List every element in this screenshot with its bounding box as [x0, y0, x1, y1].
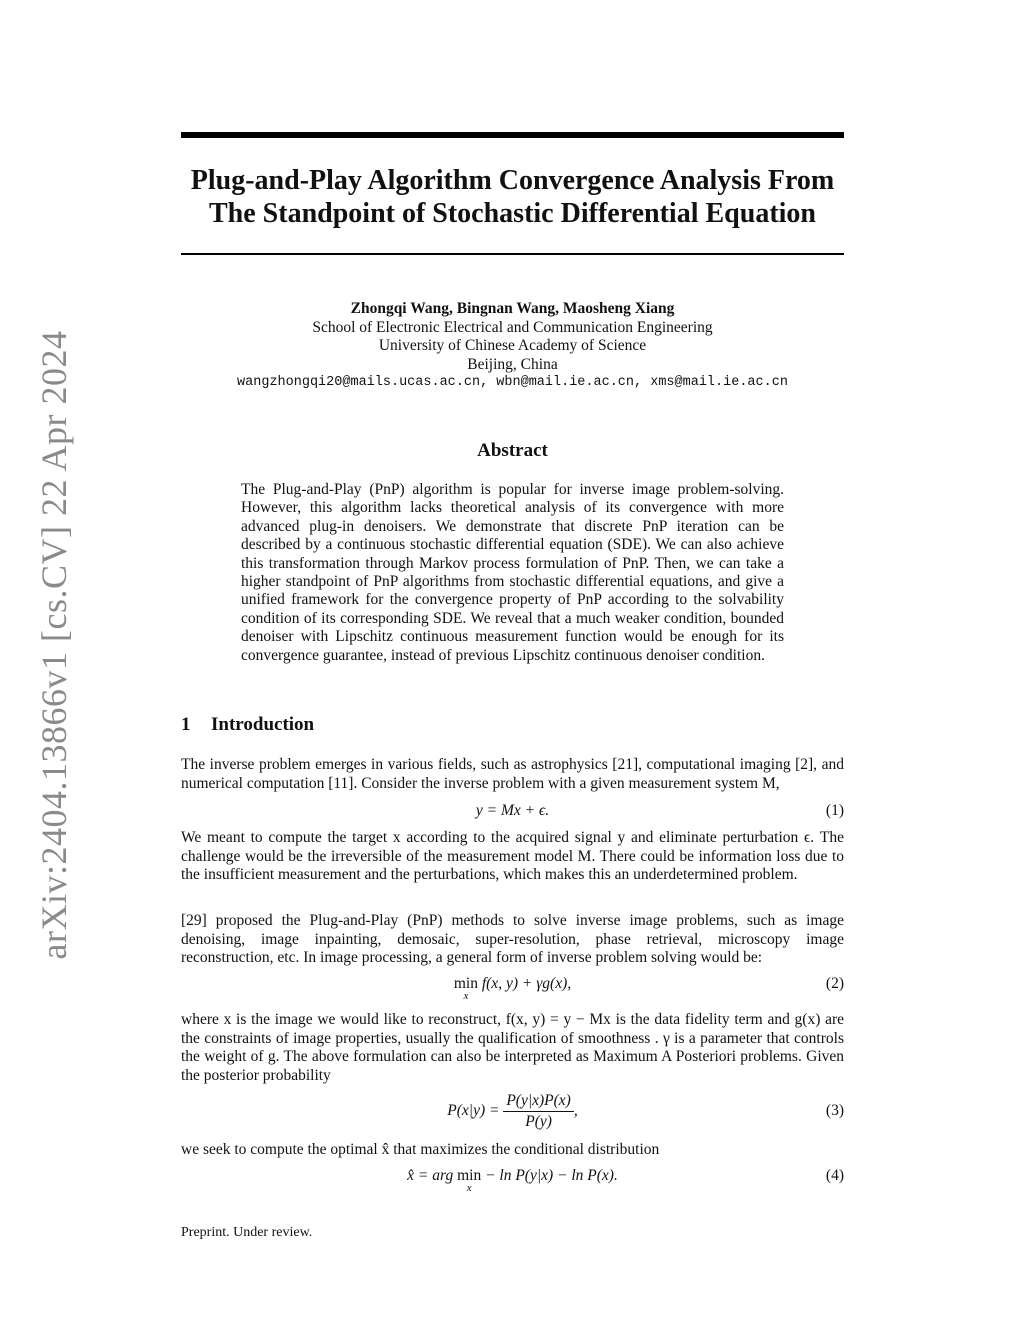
abstract-text: The Plug-and-Play (PnP) algorithm is popular for inverse image problem-solving. However, this algorithm lacks theoretical analysis of its convergence with more advanced plug-in denoisers. We demonstrate that discrete PnP iteration can be described by a continuous stochastic differential equation (SDE). We can also achieve this transformation through Markov process formulation of PnP. Then, we can take a higher standpoint of PnP algorithms from stochastic differential equations, and give a unified framework for the convergence property of PnP according to the solvability condition of its corresponding SDE. We reveal that a much weaker condition, bounded denoiser with Lipschitz continuous measurement function would be enough for its convergence guarantee, instead of previous Lipschitz continuous denoiser condition.	[241, 481, 784, 664]
equation-2-min-operator	[453, 975, 478, 1002]
affiliation-university: University of Chinese Academy of Science	[378, 337, 647, 354]
equation-3-tail: ,	[573, 1102, 578, 1120]
section-heading-introduction	[181, 714, 314, 736]
arxiv-identifier-stamp: arXiv:2404.13866v1 [cs.CV] 22 Apr 2024	[34, 330, 74, 960]
equation-4-min-operator	[457, 1167, 482, 1194]
equation-4-lhs: x̂ = arg	[407, 1167, 454, 1184]
intro-paragraph-1: The inverse problem emerges in various fields, such as astrophysics [21], computational imaging [2], and numerical computation [11]. Consider the inverse problem with a given measurement system M,	[181, 756, 844, 792]
affiliation-school: School of Electronic Electrical and Communication Engineering	[312, 318, 713, 336]
title-line-2: The Standpoint of Stochastic Differential Equation	[209, 198, 816, 229]
intro-paragraph-2: We meant to compute the target x according to the acquired signal y and eliminate perturbation ϵ. The challenge would be the irreversible of the measurement model M. There could be information loss due to the insufficient measurement and the perturbations, which makes this an underdetermined problem.	[181, 829, 844, 883]
equation-4-body: − ln P(y|x) − ln P(x).	[485, 1167, 618, 1184]
equation-4-expression	[181, 1167, 844, 1194]
equation-2-min: min	[453, 975, 478, 992]
intro-paragraph-3: [29] proposed the Plug-and-Play (PnP) methods to solve inverse image problems, such as image denoising, image inpainting, demosaic, super-resolution, phase retrieval, microscopy image reconstruction, etc. In image processing, a general form of inverse problem solving would be:	[181, 912, 844, 966]
equation-4-number: (4)	[825, 1167, 844, 1184]
title-bottom-rule	[181, 253, 844, 255]
equation-2-number: (2)	[825, 975, 844, 992]
intro-paragraph-4: where x is the image we would like to reconstruct, f(x, y) = y − Mx is the data fidelity term and g(x) are the constraints of image properties, usually the qualification of smoothness . γ is a parameter that controls the weight of g. The above formulation can also be interpreted as Maximum A Posteriori problems. Given the posterior probability	[181, 1011, 844, 1084]
title-line-1: Plug-and-Play Algorithm Convergence Analysis From	[190, 165, 835, 196]
equation-2-body: f(x, y) + γg(x),	[481, 975, 572, 992]
preprint-footer: Preprint. Under review.	[181, 1225, 313, 1240]
equation-3-numerator: P(y|x)P(x)	[503, 1092, 573, 1112]
abstract-heading: Abstract	[477, 440, 548, 461]
affiliation-location: Beijing, China	[467, 355, 558, 373]
equation-2-expression	[181, 975, 844, 1002]
equation-3-fraction	[503, 1092, 573, 1131]
equation-4-min: min	[457, 1167, 482, 1184]
equation-2-subscript: x	[463, 990, 469, 1002]
equation-1-number: (1)	[825, 802, 844, 819]
paper-title	[181, 164, 844, 230]
equation-3-number: (3)	[825, 1102, 844, 1119]
equation-3-denominator: P(y)	[525, 1113, 552, 1130]
section-number: 1	[181, 714, 191, 735]
section-title: Introduction	[211, 714, 315, 735]
equation-4-subscript: x	[466, 1182, 472, 1194]
equation-1-expression: y = Mx + ϵ.	[475, 802, 550, 819]
author-emails: wangzhongqi20@mails.ucas.ac.cn, wbn@mail.ie.ac.cn, xms@mail.ie.ac.cn	[237, 375, 788, 390]
title-top-rule	[181, 132, 844, 138]
author-names: Zhongqi Wang, Bingnan Wang, Maosheng Xiang	[350, 300, 675, 317]
intro-paragraph-5: we seek to compute the optimal x̂ that maximizes the conditional distribution	[181, 1141, 660, 1158]
equation-3-expression	[181, 1092, 844, 1131]
author-block	[181, 300, 844, 393]
equation-3-lhs: P(x|y) =	[447, 1102, 500, 1120]
